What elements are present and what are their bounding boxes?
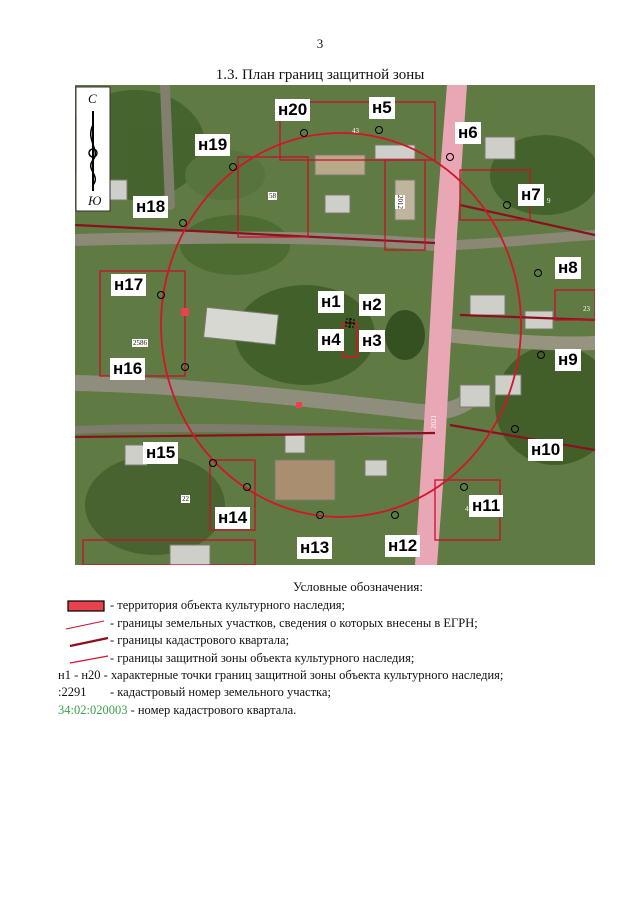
point-label-n16: н16 [110,358,145,380]
point-label-n15: н15 [143,442,178,464]
legend-item-parcel-boundary [58,615,618,632]
parcel-number: 58 [269,192,276,200]
legend-item-points [58,667,618,684]
parcel-number: 23 [583,305,590,313]
legend-item-parcel-number [58,684,618,701]
quarter-text: - номер кадастрового квартала. [130,702,297,717]
point-label-n12: н12 [385,535,420,557]
map-canvas [75,85,595,565]
page-number: 3 [316,36,324,51]
point-label-n4: н4 [318,329,344,351]
heritage-marker [181,308,189,316]
point-label-n6: н6 [455,122,481,144]
compass-south-label: Ю [88,193,102,208]
legend-item-text: - территория объекта культурного наследия; [110,598,346,613]
map-legend [58,578,618,719]
point-label-n8: н8 [555,257,581,279]
page-title: 1.3. План границ защитной зоны [215,67,425,83]
point-label-n11: н11 [469,495,503,517]
legend-item-object-territory [58,597,618,614]
object-territory-swatch [58,599,110,613]
point-label-n1: н1 [318,291,344,313]
points-text: - характерные точки границ защитной зоны объекта культурного наследия; [103,668,504,683]
point-label-n9: н9 [555,349,581,371]
legend-item-quarter-boundary [58,632,618,649]
legend-item-text: - границы кадастрового квартала; [110,633,290,648]
point-label-n19: н19 [195,134,230,156]
parcel-number: 9 [547,197,551,205]
legend-item-quarter-number [58,702,618,719]
point-label-n13: н13 [297,537,332,559]
parcel-number: 4 [465,505,469,513]
points-key: н1 - н20 [58,668,101,683]
point-label-n3: н3 [359,330,385,352]
parcel-line-swatch [58,617,110,631]
point-label-n14: н14 [215,507,250,529]
point-label-n18: н18 [133,196,168,218]
legend-item-text: - границы земельных участков, сведения о которых внесены в ЕГРН; [110,615,478,630]
quarter-line-swatch [58,634,110,648]
zone-line-swatch [58,651,110,665]
parcel-number: 43 [352,127,359,135]
point-label-n10: н10 [528,439,563,461]
legend-item-zone-boundary [58,650,618,667]
point-label-n7: н7 [518,184,544,206]
parcel-key: :2291 [58,685,87,700]
parcel-number: 2586 [133,339,147,347]
parcel-number: 2012 [396,195,404,209]
legend-title: Условные обозначения: [292,579,424,594]
point-label-n20: н20 [275,99,310,121]
parcel-number: 2021 [430,415,438,429]
satellite-map [75,85,595,565]
compass-north-label: С [88,91,97,106]
parcel-number: 22 [182,495,189,503]
heritage-marker-small [296,402,302,408]
legend-item-text: - границы защитной зоны объекта культурного наследия; [110,650,415,665]
parcel-text: - кадастровый номер земельного участка; [110,685,331,700]
point-label-n17: н17 [111,274,146,296]
point-label-n2: н2 [359,294,385,316]
object-center-marker [345,318,355,328]
quarter-key: 34:02:020003 [58,702,128,717]
point-label-n5: н5 [369,97,395,119]
